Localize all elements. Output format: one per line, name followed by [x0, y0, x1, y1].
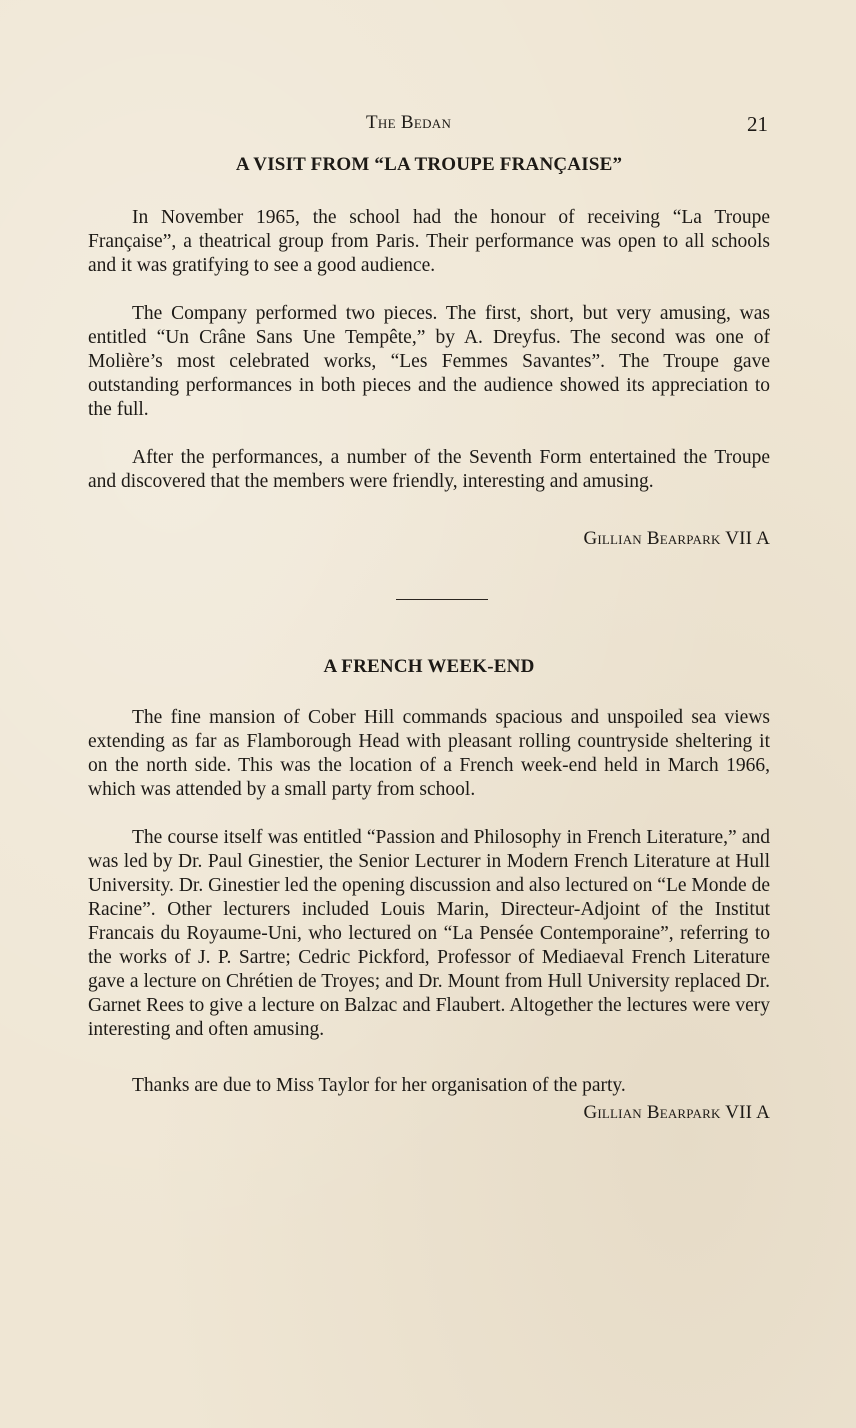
paragraph: Thanks are due to Miss Taylor for her organisation of the party.: [132, 1075, 626, 1096]
author-signature: Gillian Bearpark VII A: [583, 1102, 770, 1123]
paragraph: The course itself was entitled “Passion and Philosophy in French Literature,” and was led by Dr. Paul Ginestier, the Senior Lecturer in Modern French Literature at Hull University. Dr. Ginestier led the opening discussion and also lectured on “Le Monde de Racine”. Other lecturers included Louis Marin, Directeur-Adjoint of the Institut Francais du Royaume-Uni, who lectured on “La Pensée Contemporaine”, referring to the works of J. P. Sartre; Cedric Pickford, Professor of Mediaeval French Literature gave a lecture on Chrétien de Troyes; and Dr. Mount from Hull University replaced Dr. Garnet Rees to give a lecture on Balzac and Flaubert. Altogether the lectures were very interesting and often amusing.: [88, 827, 770, 1040]
article-title-troupe: A VISIT FROM “LA TROUPE FRANÇAISE”: [235, 154, 623, 175]
paragraph: The fine mansion of Cober Hill commands spacious and unspoiled sea views extending as far as Flamborough Head with pleasant rolling countryside sheltering it on the north side. This was the location of a French week-end held in March 1966, which was attended by a small party from school.: [88, 707, 770, 800]
paragraph: The Company performed two pieces. The first, short, but very amusing, was entitled “Un Crâne Sans Une Tempête,” by A. Dreyfus. The second was one of Molière’s most celebrated works, “Les Femmes Savantes”. The Troupe gave outstanding performances in both pieces and the audience showed its appreciation to the full.: [88, 303, 770, 420]
paragraph: In November 1965, the school had the honour of receiving “La Troupe Française”, a theatrical group from Paris. Their performance was open to all schools and it was gratifying to see a good audience.: [88, 207, 770, 276]
paragraph: After the performances, a number of the Seventh Form entertained the Troupe and discovered that the members were friendly, interesting and amusing.: [88, 447, 770, 492]
running-title: The Bedan: [366, 112, 452, 133]
running-head: [88, 108, 770, 142]
section-divider: [396, 599, 488, 600]
page: [88, 108, 770, 1124]
article-title-french-weekend: A FRENCH WEEK-END: [323, 656, 535, 677]
author-signature: Gillian Bearpark VII A: [583, 528, 770, 549]
page-number: 21: [747, 112, 768, 136]
